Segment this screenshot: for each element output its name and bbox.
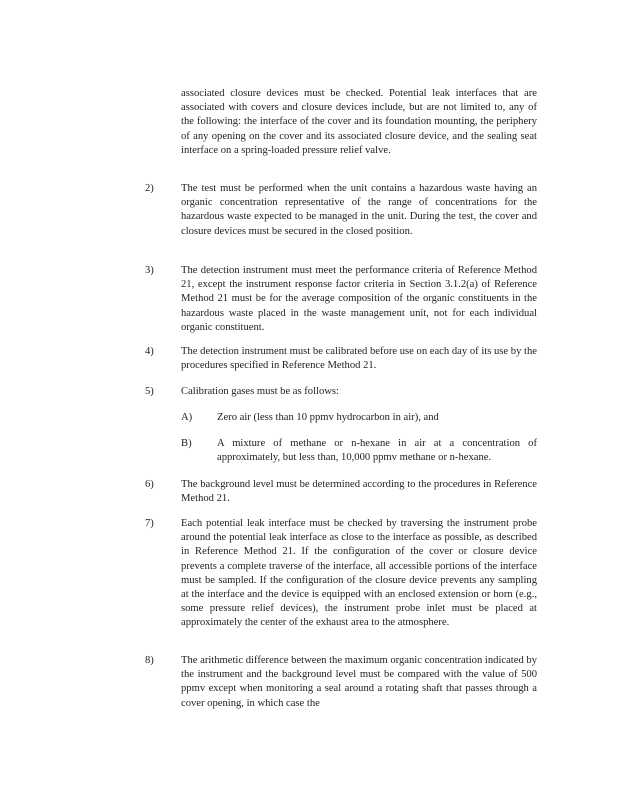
subitem-text: Zero air (less than 10 ppmv hydrocarbon in air), and [217,412,439,423]
subitem-text: A mixture of methane or n-hexane in air at a concentration of approximately, but less than, 10,000 ppmv methane or n-hexane. [217,438,537,464]
item-number: 7) [145,518,154,529]
item-text: Each potential leak interface must be checked by traversing the instrument probe around the potential leak interface as close to the interface as possible, as described in Reference Method 21. If the configuration of the cover or closure device prevents a complete traverse of the interface, all accessible portions of the interface must be sampled. If the configuration of the closure device prevents any sampling at the interface and the device is equipped with an enclosed extension or horn (e.g., some pressure relief devices), the instrument probe inlet must be placed at approximately the center of the exhaust area to the atmosphere. [181,518,537,629]
item-number: 2) [145,183,154,194]
item-number: 3) [145,265,154,276]
item-text: The test must be performed when the unit contains a hazardous waste having an organic concentration representative of the range of concentrations for the hazardous waste expected to be managed in the unit. During the test, the cover and closure devices must be secured in the closed position. [181,183,537,237]
item-text: The background level must be determined according to the procedures in Reference Method 21. [181,479,537,505]
item-text: The detection instrument must meet the performance criteria of Reference Method 21, except the instrument response factor criteria in Section 3.1.2(a) of Reference Method 21 must be for the average composition of the organic constituents in the hazardous waste placed in the waste management unit, not for each individual organic constituent. [181,265,537,333]
item-number: 4) [145,346,154,357]
subitem-letter: B) [181,438,192,449]
item-number: 6) [145,479,154,490]
item-number: 8) [145,655,154,666]
subitem-letter: A) [181,412,193,423]
intro-paragraph: associated closure devices must be checked. Potential leak interfaces that are associated with covers and closure devices include, but are not limited to, any of the following: the interface of the cover and its foundation mounting, the periphery of any opening on the cover and its associated closure device, and the sealing seat interface on a spring-loaded pressure relief valve. [181,88,537,156]
item-text: The detection instrument must be calibrated before use on each day of its use by the procedures specified in Reference Method 21. [181,346,537,372]
item-text: Calibration gases must be as follows: [181,386,340,397]
item-number: 5) [145,386,154,397]
item-text: The arithmetic difference between the maximum organic concentration indicated by the instrument and the background level must be compared with the value of 500 ppmv except when monitoring a seal around a rotating shaft that passes through a cover opening, in which case the [181,655,537,709]
